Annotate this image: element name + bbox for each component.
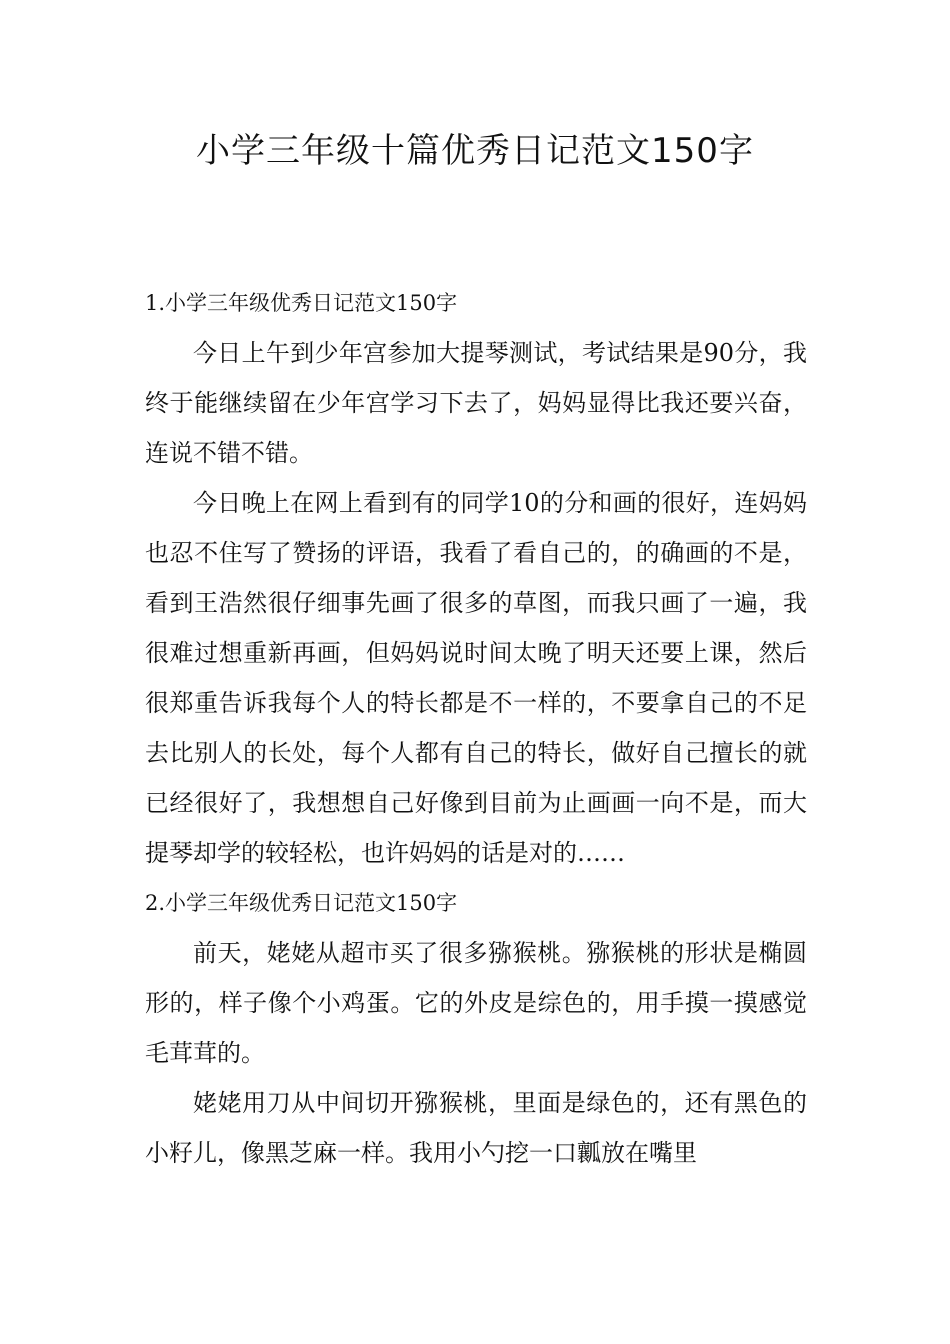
paragraph: 今日晚上在网上看到有的同学10的分和画的很好，连妈妈也忍不住写了赞扬的评语，我看了看自己的，的确画的不是，看到王浩然很仔细事先画了很多的草图，而我只画了一遍，我很难过想重新再画，但妈妈说时间太晚了明天还要上课，然后很郑重告诉我每个人的特长都是不一样的，不要拿自己的不足去比别人的长处，每个人都有自己的特长，做好自己擅长的就已经很好了，我想想自己好像到目前为止画画一向不是，而大提琴却学的较轻松，也许妈妈的话是对的…… xyxy=(145,489,807,867)
paragraph: 今日上午到少年宫参加大提琴测试，考试结果是90分，我终于能继续留在少年宫学习下去了，妈妈显得比我还要兴奋，连说不错不错。 xyxy=(145,339,807,467)
paragraph: 姥姥用刀从中间切开猕猴桃，里面是绿色的，还有黑色的小籽儿，像黑芝麻一样。我用小勺挖一口瓤放在嘴里 xyxy=(145,1089,807,1167)
document-body xyxy=(145,278,807,1178)
document-title: 小学三年级十篇优秀日记范文150字 xyxy=(196,131,754,171)
section-heading: 2.小学三年级优秀日记范文150字 xyxy=(145,891,458,915)
section-heading: 1.小学三年级优秀日记范文150字 xyxy=(145,291,458,315)
paragraph: 前天，姥姥从超市买了很多猕猴桃。猕猴桃的形状是椭圆形的，样子像个小鸡蛋。它的外皮是综色的，用手摸一摸感觉毛茸茸的。 xyxy=(145,939,807,1067)
section-2 xyxy=(145,878,807,1178)
section-1 xyxy=(145,278,807,878)
